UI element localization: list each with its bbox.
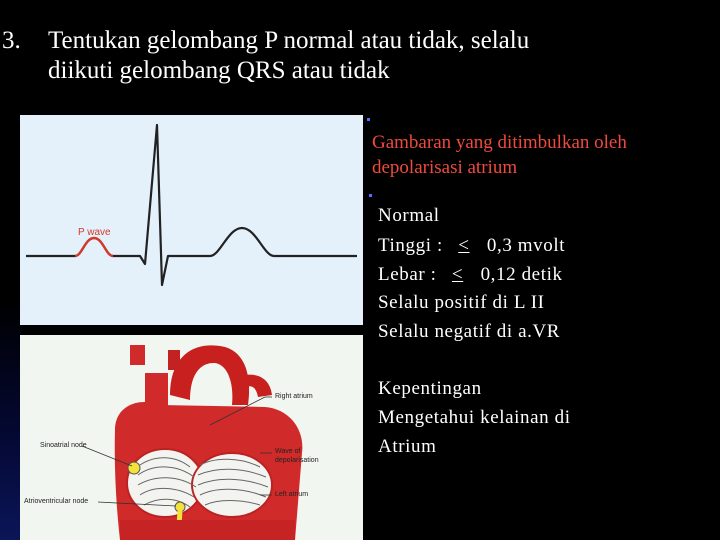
importance-line-2: Mengetahui kelainan di [378,407,571,428]
ecg-figure [20,115,363,325]
normal-heading: Normal [378,205,440,226]
tinggi-symbol: < [458,235,470,256]
sinoatrial-node-label: Sinoatrial node [40,442,87,449]
p-wave-label: P wave [78,227,111,238]
left-atrium-label: Left atrium [275,491,309,498]
right-atrium-label: Right atrium [275,393,313,400]
lebar-symbol: < [451,264,464,285]
tinggi-value: 0,3 mvolt [486,235,566,256]
description-line-1: Gambaran yang ditimbulkan oleh [372,132,627,153]
wave-of-depolarisation-label: Wave of depolarisation [275,448,319,464]
lebar-row [378,263,563,286]
importance-line-3: Atrium [378,436,437,457]
positive-note: Selalu positif di L II [378,292,545,313]
bullet-marker-2 [369,194,372,197]
bullet-marker-1 [367,118,370,121]
ecg-trace [20,115,363,325]
slide-number: 3. [2,27,21,54]
left-edge-gradient [0,300,22,540]
atrioventricular-node-label: Atrioventricular node [24,498,89,505]
heart-diagram [20,335,363,540]
lebar-value: 0,12 detik [480,264,563,285]
lebar-label: Lebar : [378,264,437,285]
title-line-1: Tentukan gelombang P normal atau tidak, selalu [48,27,530,54]
negative-note: Selalu negatif di a.VR [378,321,561,342]
importance-line-1: Kepentingan [378,378,482,399]
description-line-2: depolarisasi atrium [372,157,518,178]
tinggi-label: Tinggi : [378,235,443,256]
heart-figure [20,335,363,540]
tinggi-row [378,234,565,257]
title-line-2: diikuti gelombang QRS atau tidak [48,57,390,84]
